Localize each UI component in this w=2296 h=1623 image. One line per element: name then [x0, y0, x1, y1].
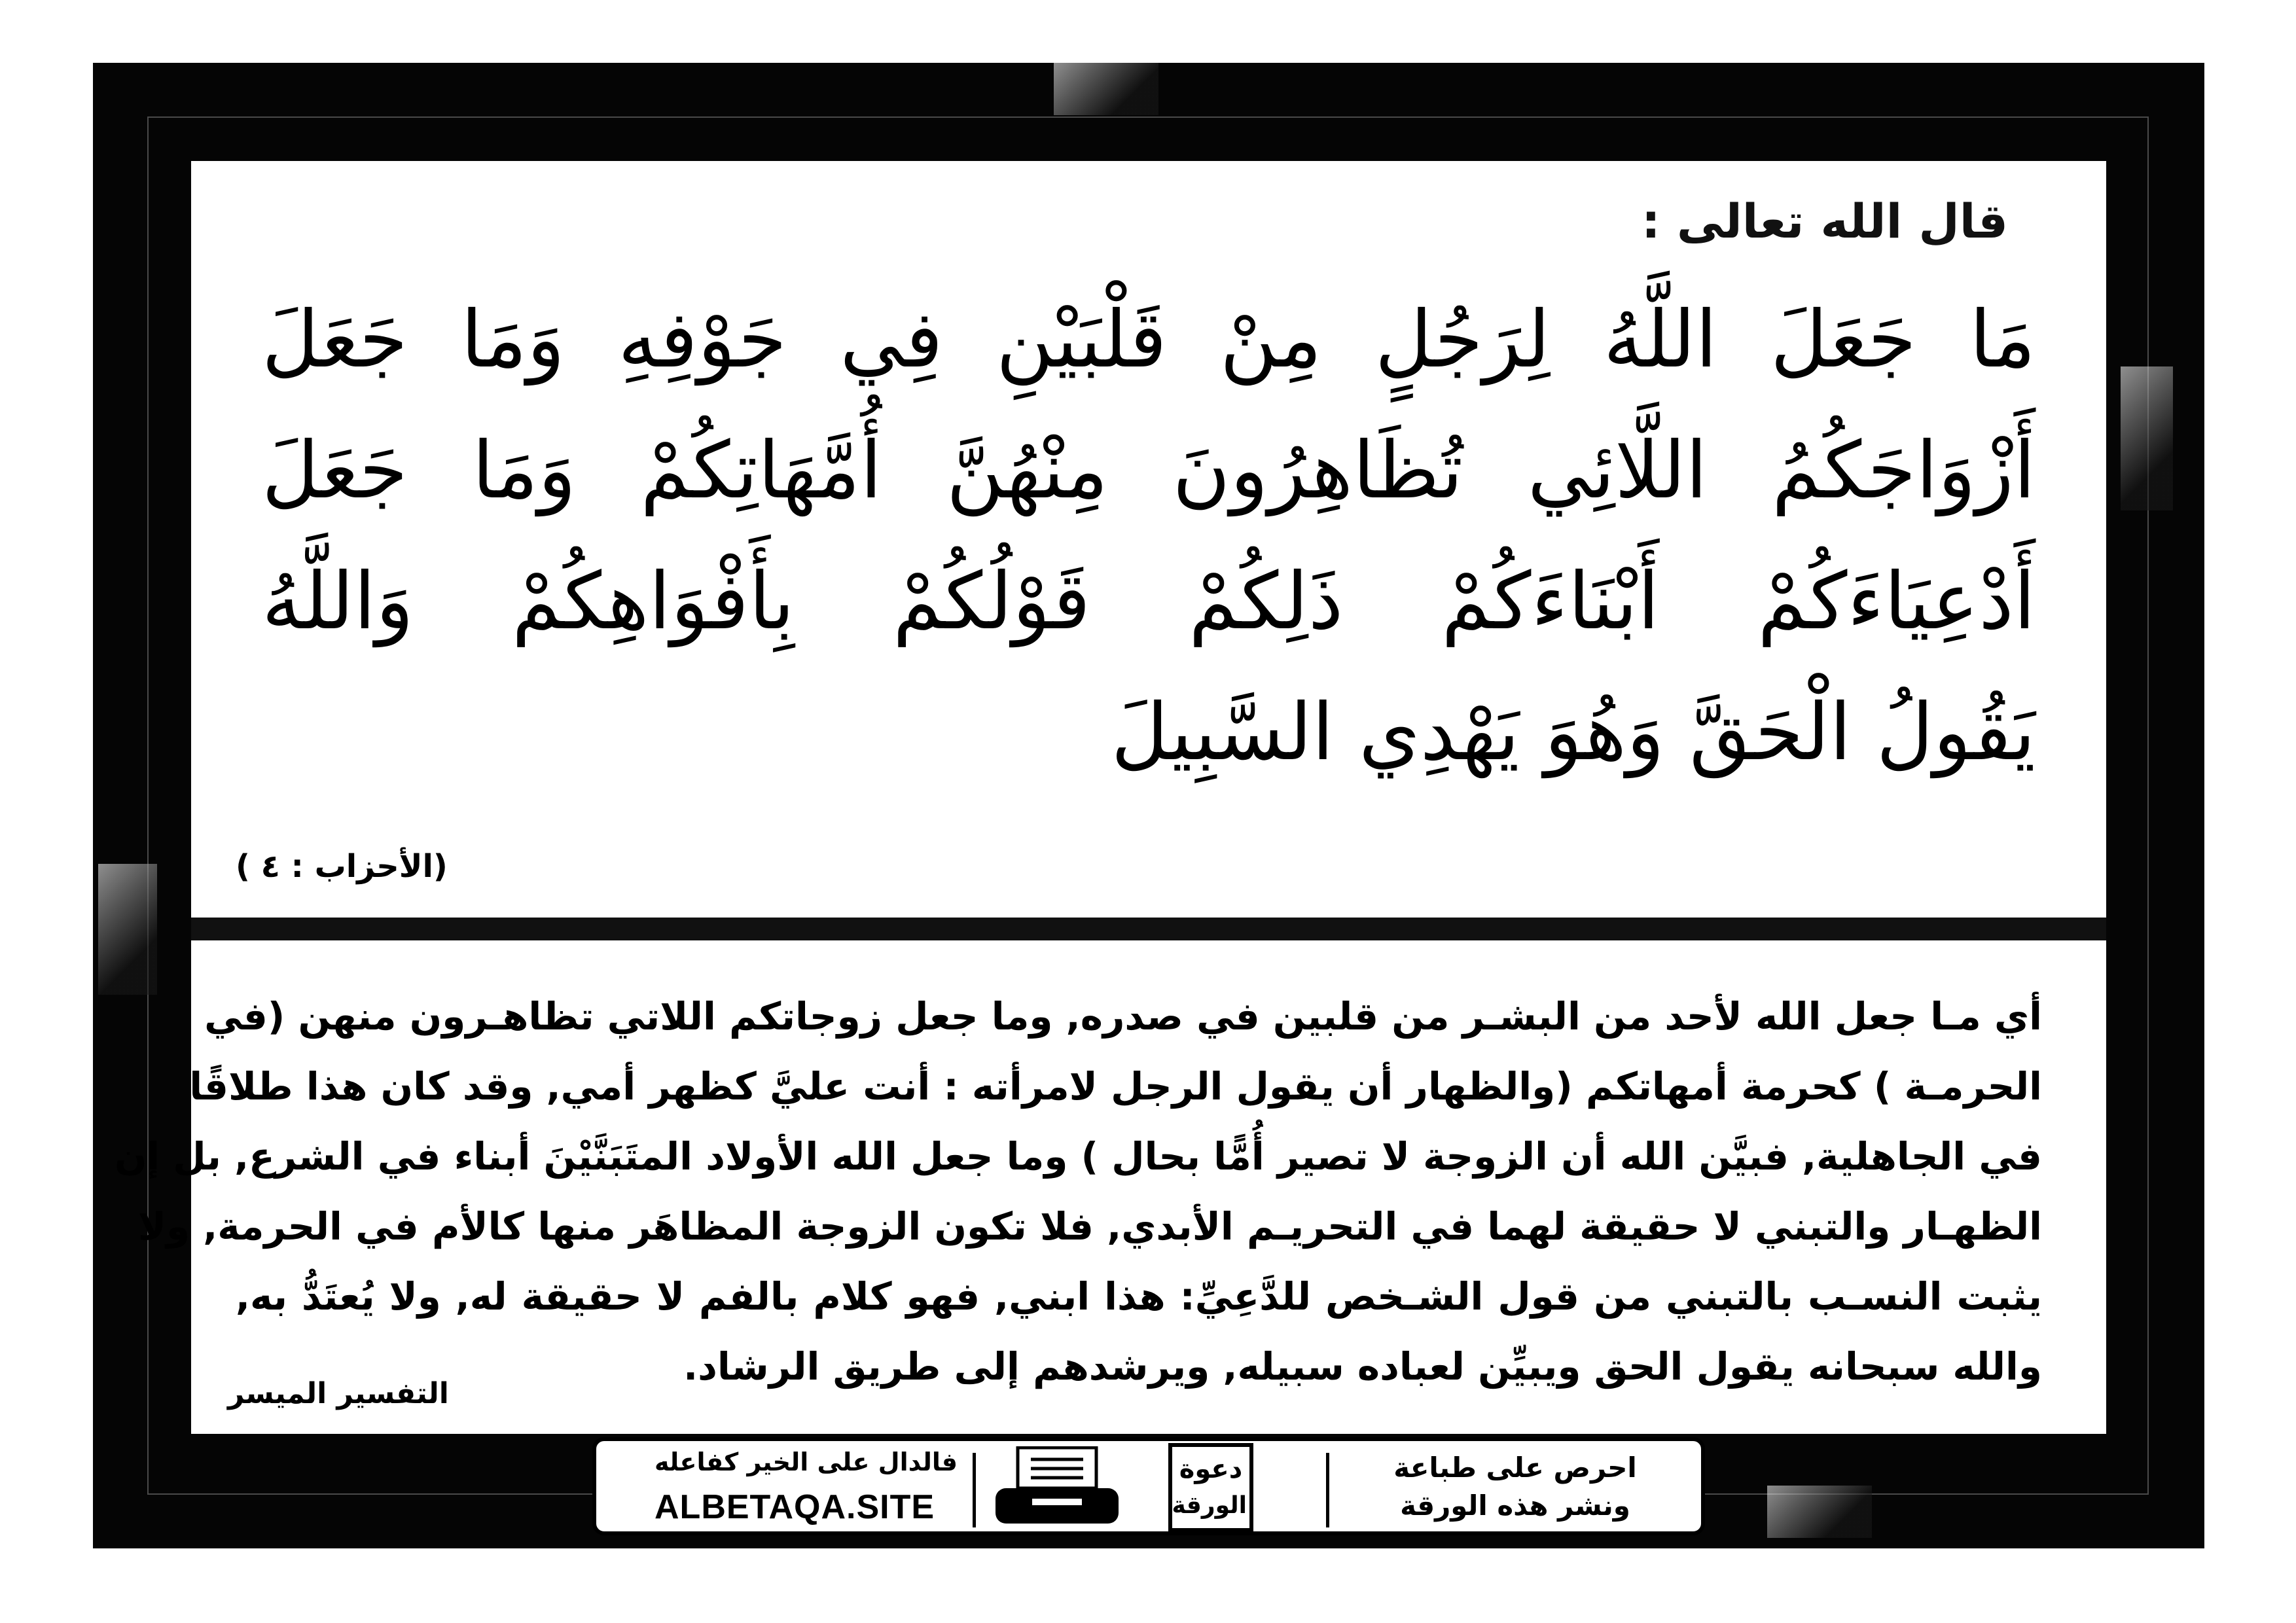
verse-line: مَا جَعَلَ اللَّهُ لِرَجُلٍ مِنْ قَلْبَيْنِ فِي جَوْفِهِ وَمَا جَعَلَ [262, 294, 2036, 385]
banner-call-line2: ونشر هذه الورقة [1400, 1489, 1630, 1522]
frame-glare [98, 864, 157, 995]
verse-reference: (الأحزاب : ٤ ) [236, 848, 448, 885]
tafsir-line: والله سبحانه يقول الحق ويبيِّن لعباده سبيله, ويرشدهم إلى طريق الرشاد. [683, 1344, 2042, 1389]
banner-call-line1: احرص على طباعة [1393, 1452, 1637, 1484]
tafsir-source: التفسير الميسر [228, 1377, 449, 1410]
verse-heading: قال الله تعالى : [1641, 194, 2008, 249]
site-link[interactable]: ALBETAQA.SITE [655, 1488, 935, 1526]
logo-text-top: دعوة [1179, 1454, 1243, 1484]
verse-line: يَقُولُ الْحَقَّ وَهُوَ يَهْدِي السَّبِيلَ [1111, 687, 2036, 778]
frame-glare [1767, 1486, 1872, 1538]
verse-line: أَزْوَاجَكُمُ اللَّائِي تُظَاهِرُونَ مِنْهُنَّ أُمَّهَاتِكُمْ وَمَا جَعَلَ [262, 425, 2036, 516]
tafsir-line: الحرمـة ) كحرمة أمهاتكم (والظهار أن يقول الرجل لامرأته : أنت عليَّ كظهر أمي, وقد كان هذا طلاقًا [189, 1064, 2042, 1109]
banner-motto: فالدال على الخير كفاعله [655, 1448, 958, 1476]
tafsir-line: في الجاهلية, فبيَّن الله أن الزوجة لا تصير أُمًّا بحال ) وما جعل الله الأولاد المتَبَنَّيْنَ أبناء في الشرع, بل إن [114, 1134, 2042, 1179]
tafsir-line: أي مـا جعل الله لأحد من البشـر من قلبين في صدره, وما جعل زوجاتكم اللاتي تظاهـرون منهن (في [204, 994, 2042, 1039]
logo-text-bottom: الورقة [1172, 1492, 1247, 1519]
banner-divider [973, 1453, 976, 1527]
tafsir-text [114, 982, 2042, 1402]
verse-line: أَدْعِيَاءَكُمْ أَبْنَاءَكُمْ ذَلِكُمْ قَوْلُكُمْ بِأَفْوَاهِكُمْ وَاللَّهُ [262, 556, 2036, 647]
logo [1168, 1443, 1253, 1532]
frame-glare [2121, 366, 2173, 510]
tafsir-line: يثبت النسـب بالتبني من قول الشـخص للدَّعِيِّ: هذا ابني, فهو كلام بالفم لا حقيقة له, ولا يُعتَدُّ به, [236, 1274, 2042, 1319]
banner-divider [1326, 1453, 1329, 1527]
panel-divider [191, 918, 2106, 940]
printer-icon [993, 1446, 1121, 1525]
frame-glare [1054, 63, 1158, 115]
verse-text [262, 275, 2036, 798]
tafsir-line: الظهـار والتبني لا حقيقة لهما في التحريـم الأبدي, فلا تكون الزوجة المظاهَر منها كالأم في الحرمة, ولا [137, 1204, 2042, 1249]
